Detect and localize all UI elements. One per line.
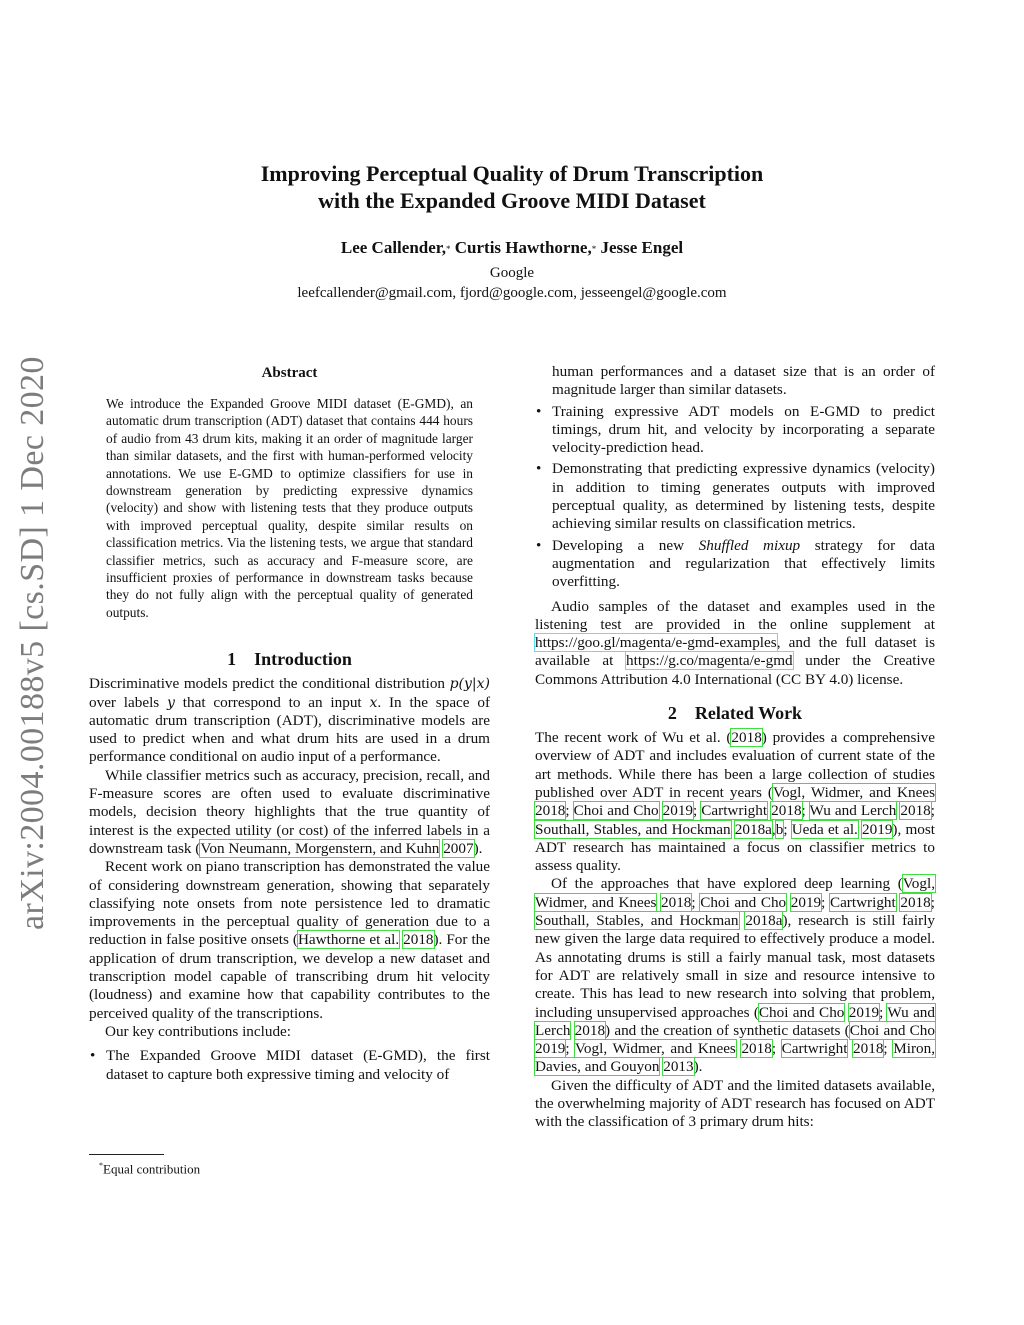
footnote-marker: * <box>99 1161 103 1170</box>
author-engel: Jesse Engel <box>600 238 684 257</box>
text-run: Discriminative models predict the conditional distribution <box>89 675 446 693</box>
citation-link[interactable]: Cartwright <box>781 1040 848 1058</box>
citation-link[interactable]: Vogl, Widmer, and Knees <box>574 1040 736 1058</box>
text-run: ) and the creation of synthetic datasets ( <box>605 1021 850 1039</box>
title-line-2: with the Expanded Groove MIDI Dataset <box>318 188 706 213</box>
citation-year-link[interactable]: b <box>775 820 784 838</box>
citation-year-link[interactable]: 2018a <box>734 820 772 838</box>
citation-link[interactable]: Miron, Davies, and Gouyon <box>535 1040 935 1076</box>
text-run: Training expressive ADT models on E-GMD to predict timings, drum hit, and velocity by incorporating a separate velocity-prediction head. <box>552 402 935 457</box>
citation-year-link[interactable]: 2019 <box>790 893 822 911</box>
math-x: x <box>369 694 378 711</box>
text-run: Demonstrating that predicting expressive dynamics (velocity) in addition to timing generates outputs with improved perceptual quality, as determined by listening tests, despite achieving similar results on classification metrics. <box>552 460 935 533</box>
intro-paragraph-4: Our key contributions include: <box>105 1022 292 1040</box>
citation-year-link[interactable]: 2018 <box>535 802 566 820</box>
citation-link[interactable]: Vogl, Widmer, and Knees <box>772 783 935 801</box>
citation-year-link[interactable]: 2018 <box>900 893 931 911</box>
section-heading-related-work <box>535 701 935 725</box>
contribution-item-continued: human performances and a dataset size that is an order of magnitude larger than similar datasets. <box>552 363 935 399</box>
citation-year-link[interactable]: 2018 <box>574 1021 606 1039</box>
section-number: 1 <box>227 649 237 670</box>
citation-link[interactable]: Cartwright <box>701 802 768 820</box>
footnote <box>89 1154 490 1177</box>
text-run: that correspond to an input <box>182 693 362 711</box>
footnote-text <box>89 1158 490 1177</box>
equal-contribution-marker: * <box>446 244 451 254</box>
citation-link[interactable]: Choi and Cho <box>573 802 659 820</box>
text-run: strategy for data augmentation and regularization that effectively limits overfitting. <box>552 536 936 591</box>
related-paragraph-1: The recent work of Wu et al. (2018) provides a comprehensive overview of ADT and includes evaluation of current state of the art methods. While there has been a large collection of studies published over ADT in recent years (Vogl, Widmer, and Knees 2018; Choi and Cho 2019; Cartwright 2018; Wu and Lerch 2018; Southall, Stables, and Hockman 2018a,b; Ueda et al. 2019), most ADT research has maintained a focus on classifier metrics to assess quality. <box>535 729 935 875</box>
bullet-icon: • <box>536 536 542 554</box>
section-number: 2 <box>667 703 677 724</box>
citation-link[interactable]: Choi and Cho <box>700 893 787 911</box>
contribution-item <box>535 537 935 592</box>
author-hawthorne: Curtis Hawthorne, <box>454 238 592 257</box>
citation-year-link[interactable]: 2018 <box>731 729 762 747</box>
citation-link[interactable]: Wu and Lerch <box>809 802 897 820</box>
left-column <box>89 363 490 1087</box>
dataset-url-link[interactable]: https://g.co/magenta/e-gmd <box>626 652 793 670</box>
right-column <box>535 363 935 1132</box>
text-run: ). <box>693 1058 703 1076</box>
related-paragraph-2: Of the approaches that have explored deep learning (Vogl, Widmer, and Knees 2018; Choi and Cho 2019; Cartwright 2018; Southall, Stables, and Hockman 2018a), research is still fairly new given the large data required to effectively produce a model. As annotating drums is still a fairly manual task, most datasets for ADT are relatively small in size and resource intensive to create. This has lead to new research into solving that problem, including unsupervised approaches (Choi and Cho 2019; Wu and Lerch 2018) and the creation of synthetic datasets (Choi and Cho 2019; Vogl, Widmer, and Knees 2018; Cartwright 2018; Miron, Davies, and Gouyon 2013). <box>535 875 936 1076</box>
text-run: over labels <box>89 693 160 711</box>
citation-year-link[interactable]: 2019 <box>535 1040 566 1058</box>
citation-year-link[interactable]: 2018 <box>771 802 802 820</box>
paper-title <box>0 160 1024 214</box>
citation-year-link[interactable]: 2019 <box>662 802 693 820</box>
contribution-item <box>535 403 935 458</box>
citation-year-link[interactable]: 2018 <box>853 1040 884 1058</box>
citation-link[interactable]: Ueda et al. <box>791 820 858 838</box>
author-list <box>0 237 1024 259</box>
text-run: Recent work on piano transcription has demonstrated the value of considering downstream generation, showing that separately classifying note onsets from note persistence led to dramatic improvements in the perceptual quality of generation due to a reduction in false positive onsets ( <box>89 858 490 949</box>
text-run: ), most ADT research has maintained a focus on classifier metrics to assess quality. <box>535 820 935 875</box>
text-run: ), research is still fairly new given the large data required to effectively produce a model. As annotating drums is still a fairly manual task, most datasets for ADT are relatively small in size and resource intensive to create. This has lead to new research into solving that problem, including unsupervised approaches ( <box>535 912 936 1021</box>
affiliation: Google <box>489 265 535 281</box>
citation-link[interactable]: Vogl, Widmer, and Knees <box>535 875 935 911</box>
text-run: The Expanded Groove MIDI dataset (E-GMD), the first dataset to capture both expressive timing and velocity of <box>106 1047 490 1083</box>
text-run: ). <box>473 839 483 857</box>
bullet-icon: • <box>536 460 542 478</box>
footnote-divider <box>89 1154 164 1155</box>
citation-link[interactable]: Wu and Lerch <box>535 1003 935 1039</box>
text-run: ) provides a comprehensive overview of ADT and includes evaluation of current state of the art methods. While there has been a large collection of studies published over ADT in recent years ( <box>535 729 935 801</box>
section-heading-introduction <box>89 647 490 671</box>
title-line-1: Improving Perceptual Quality of Drum Transcription <box>260 161 764 186</box>
citation-link[interactable]: Choi and Cho <box>849 1021 935 1039</box>
abstract-section <box>89 363 490 621</box>
bullet-icon: • <box>90 1047 96 1065</box>
citation-link[interactable]: Choi and Cho <box>758 1003 845 1021</box>
text-run: , and the full dataset is available at <box>535 634 935 670</box>
arxiv-side-stamp: arXiv:2004.00188v5 [cs.SD] 1 Dec 2020 <box>14 356 51 930</box>
intro-paragraph-3 <box>89 858 490 1023</box>
intro-paragraph-2 <box>89 767 490 858</box>
contribution-item <box>89 1047 490 1084</box>
author-callender: Lee Callender, <box>340 238 447 257</box>
audio-samples-paragraph <box>535 598 935 689</box>
citation-link[interactable]: Southall, Stables, and Hockman <box>535 912 739 930</box>
section-title: Related Work <box>694 703 803 724</box>
related-paragraph-3: Given the difficulty of ADT and the limited datasets available, the overwhelming majority of ADT research has focused on ADT with the classification of 3 primary drum hits: <box>535 1076 935 1131</box>
text-run: Of the approaches that have explored deep learning ( <box>551 875 903 893</box>
citation-year-link[interactable]: 2018 <box>900 802 931 820</box>
text-run: ). For the application of drum transcription, we develop a new dataset and transcription model capable of transcribing drum hit velocity (loudness) and examine how that capability contributes to the perceived quality of the transcriptions. <box>89 931 490 1022</box>
abstract-text: We introduce the Expanded Groove MIDI dataset (E-GMD), an automatic drum transcription (ADT) dataset that contains 444 hours of audio from 43 drum kits, making it an order of magnitude larger than similar datasets, and the first with human-performed velocity annotations. We use E-GMD to optimize classifiers for use in downstream generation by predicting expressive dynamics (velocity) and show with listening tests that they produce outputs with improved perceptual quality, despite similar results on classification metrics. Via the listening tests, we argue that standard classifier metrics, such as accuracy and F-measure score, are insufficient proxies of performance in downstream tasks because they do not fully align with the perceptual quality of generated outputs. <box>106 396 473 620</box>
text-run: Equal contribution <box>103 1161 201 1177</box>
citation-year-link[interactable]: 2019 <box>862 820 893 838</box>
text-run: . In the space of automatic drum transcription (ADT), discriminative models are used to predict when and what drum hits are used in a drum performance conditional on audio input of a performance. <box>89 693 491 766</box>
author-emails: leefcallender@gmail.com, fjord@google.com, jesseengel@google.com <box>297 285 727 301</box>
bullet-icon: • <box>536 402 542 420</box>
examples-url-link[interactable]: https://goo.gl/magenta/e-gmd-examples <box>535 634 777 652</box>
citation-year-link[interactable]: 2018 <box>741 1040 772 1058</box>
equal-contribution-marker: * <box>591 244 597 254</box>
intro-paragraph-1 <box>89 675 490 766</box>
emphasis-shuffled-mixup: Shuffled mixup <box>698 536 801 554</box>
text-run: under the Creative Commons Attribution 4.0 International (CC BY 4.0) license. <box>535 652 936 688</box>
citation-link[interactable]: Southall, Stables, and Hockman <box>535 820 731 838</box>
paper-header <box>0 160 1024 303</box>
citation-year-link[interactable]: 2018a <box>745 912 783 930</box>
citation-year-link[interactable]: 2007 <box>443 839 474 857</box>
citation-link[interactable]: Von Neumann, Morgenstern, and Kuhn <box>200 839 440 857</box>
citation-link[interactable]: Cartwright <box>829 893 896 911</box>
text-run: Audio samples of the dataset and examples used in the listening test are provided in the online supplement at <box>535 597 935 633</box>
citation-year-link[interactable]: 2018 <box>661 893 692 911</box>
section-title: Introduction <box>254 649 352 670</box>
contributions-list-continued <box>535 403 935 592</box>
contributions-list <box>89 1047 490 1084</box>
math-p-y-given-x: p(y|x) <box>449 676 490 693</box>
contribution-item <box>535 460 935 533</box>
citation-year-link[interactable]: 2019 <box>848 1003 880 1021</box>
citation-year-link[interactable]: 2013 <box>663 1058 694 1076</box>
text-run: Developing a new <box>552 536 685 554</box>
text-run: The recent work of Wu et al. ( <box>535 729 732 747</box>
citation-link[interactable]: Hawthorne et al. <box>297 931 400 949</box>
math-y: y <box>167 694 175 711</box>
citation-year-link[interactable]: 2018 <box>403 931 434 949</box>
abstract-heading: Abstract <box>261 365 318 381</box>
text-run: While classifier metrics such as accuracy, precision, recall, and F-measure scores are often used to evaluate discriminative models, decision theory highlights that the true quantity of interest is the expected utility (or cost) of the inferred labels in a downstream task ( <box>89 766 490 857</box>
